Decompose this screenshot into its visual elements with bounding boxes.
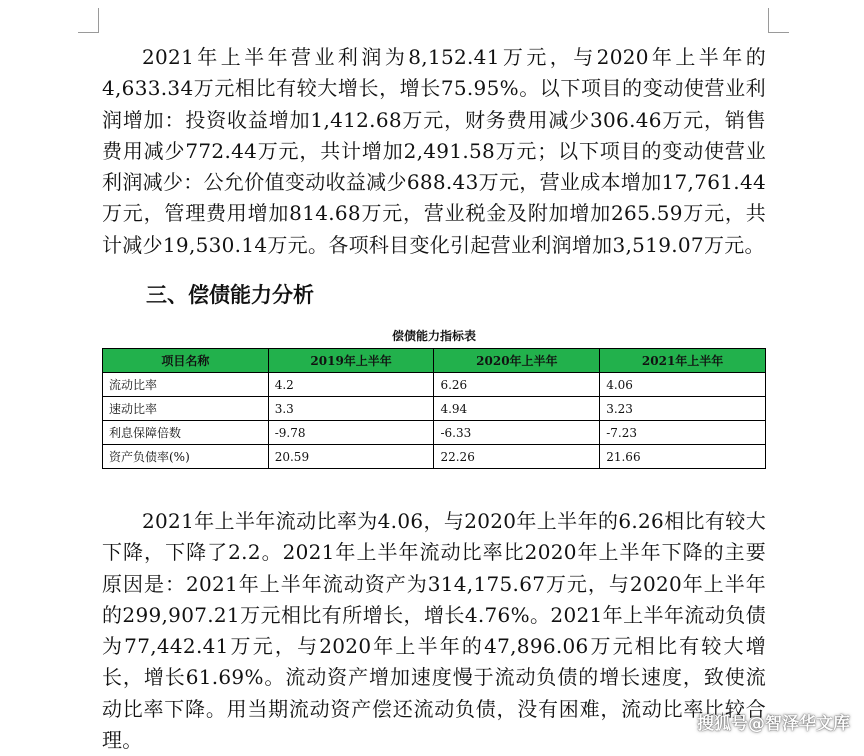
cell-value: 21.66 [600, 445, 766, 469]
header-item-name: 项目名称 [103, 349, 269, 373]
section-heading: 三、偿债能力分析 [146, 283, 314, 307]
header-2021h1: 2021年上半年 [600, 349, 766, 373]
cell-value: 3.23 [600, 397, 766, 421]
cell-value: 6.26 [434, 373, 600, 397]
cell-value: 4.2 [268, 373, 434, 397]
header-2020h1: 2020年上半年 [434, 349, 600, 373]
cell-value: 4.94 [434, 397, 600, 421]
row-label: 速动比率 [103, 397, 269, 421]
header-2019h1: 2019年上半年 [268, 349, 434, 373]
table-row [103, 397, 766, 421]
row-label: 利息保障倍数 [103, 421, 269, 445]
cell-value: 20.59 [268, 445, 434, 469]
table-header-row [103, 349, 766, 373]
source-watermark: 搜狐号@智泽华文库 [697, 714, 850, 734]
table-caption: 偿债能力指标表 [391, 329, 476, 343]
cell-value: -6.33 [434, 421, 600, 445]
cell-value: 22.26 [434, 445, 600, 469]
row-label: 资产负债率(%) [103, 445, 269, 469]
cell-value: -7.23 [600, 421, 766, 445]
table-row [103, 373, 766, 397]
table-row [103, 421, 766, 445]
profit-analysis-paragraph: 2021年上半年营业利润为8,152.41万元，与2020年上半年的4,633.34万元相比有较大增长，增长75.95%。以下项目的变动使营业利润增加：投资收益增加1,412.68万元，财务费用减少306.46万元，销售费用减少772.44万元，共计增加2,491.58万元；以下项目的变动使营业利润减少：公允价值变动收益减少688.43万元，营业成本增加17,761.44万元，管理费用增加814.68万元，营业税金及附加增加265.59万元，共计减少19,530.14万元。各项科目变化引起营业利润增加3,519.07万元。 [102, 45, 766, 257]
crop-mark-top-right [768, 8, 789, 33]
table-row [103, 445, 766, 469]
current-ratio-analysis-paragraph: 2021年上半年流动比率为4.06，与2020年上半年的6.26相比有较大下降，下降了2.2。2021年上半年流动比率比2020年上半年下降的主要原因是：2021年上半年流动资产为314,175.67万元，与2020年上半年的299,907.21万元相比有所增长，增长4.76%。2021年上半年流动负债为77,442.41万元，与2020年上半年的47,896.06万元相比有较大增长，增长61.69%。流动资产增加速度慢于流动负债的增长速度，致使流动比率下降。用当期流动资产偿还流动负债，没有困难，流动比率比较合理。 [102, 509, 766, 753]
cell-value: 4.06 [600, 373, 766, 397]
row-label: 流动比率 [103, 373, 269, 397]
cell-value: -9.78 [268, 421, 434, 445]
crop-mark-top-left [78, 8, 99, 33]
cell-value: 3.3 [268, 397, 434, 421]
solvency-metrics-table [102, 348, 766, 469]
